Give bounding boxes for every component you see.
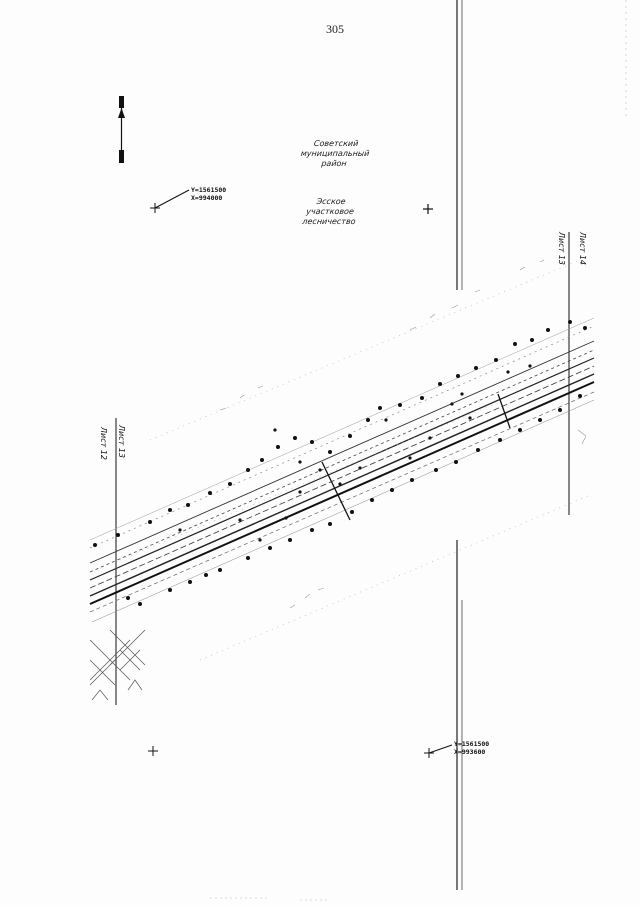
scan-artifact xyxy=(210,898,330,900)
grid-cross-icon xyxy=(150,190,189,213)
coordinate-label-se: Y=1561500 X=993600 xyxy=(454,740,490,756)
hatch-area xyxy=(90,630,145,700)
grid-cross-icon xyxy=(148,746,158,756)
grid-cross-icon xyxy=(423,204,433,214)
page-number: 305 xyxy=(326,22,344,36)
quarter-boundary xyxy=(120,260,590,660)
north-arrow-icon xyxy=(118,96,125,163)
municipal-district-label xyxy=(288,139,381,169)
forestry-district-text: Эсское участковое лесничество xyxy=(301,197,357,226)
road-corridor xyxy=(90,318,594,622)
coordinate-label-nw: Y=1561500 X=994000 xyxy=(191,186,227,202)
sheet-label-current-right: Лист 13 xyxy=(557,232,566,265)
sheet-label-current-left: Лист 13 xyxy=(117,425,126,458)
sheet-label-next: Лист 14 xyxy=(578,232,587,265)
grid-cross-icon xyxy=(424,745,452,758)
forestry-district-label xyxy=(288,197,371,227)
municipal-district-text: Советский муниципальный район xyxy=(300,139,370,168)
tree-markers xyxy=(93,320,587,606)
sheet-label-previous: Лист 12 xyxy=(99,427,108,460)
